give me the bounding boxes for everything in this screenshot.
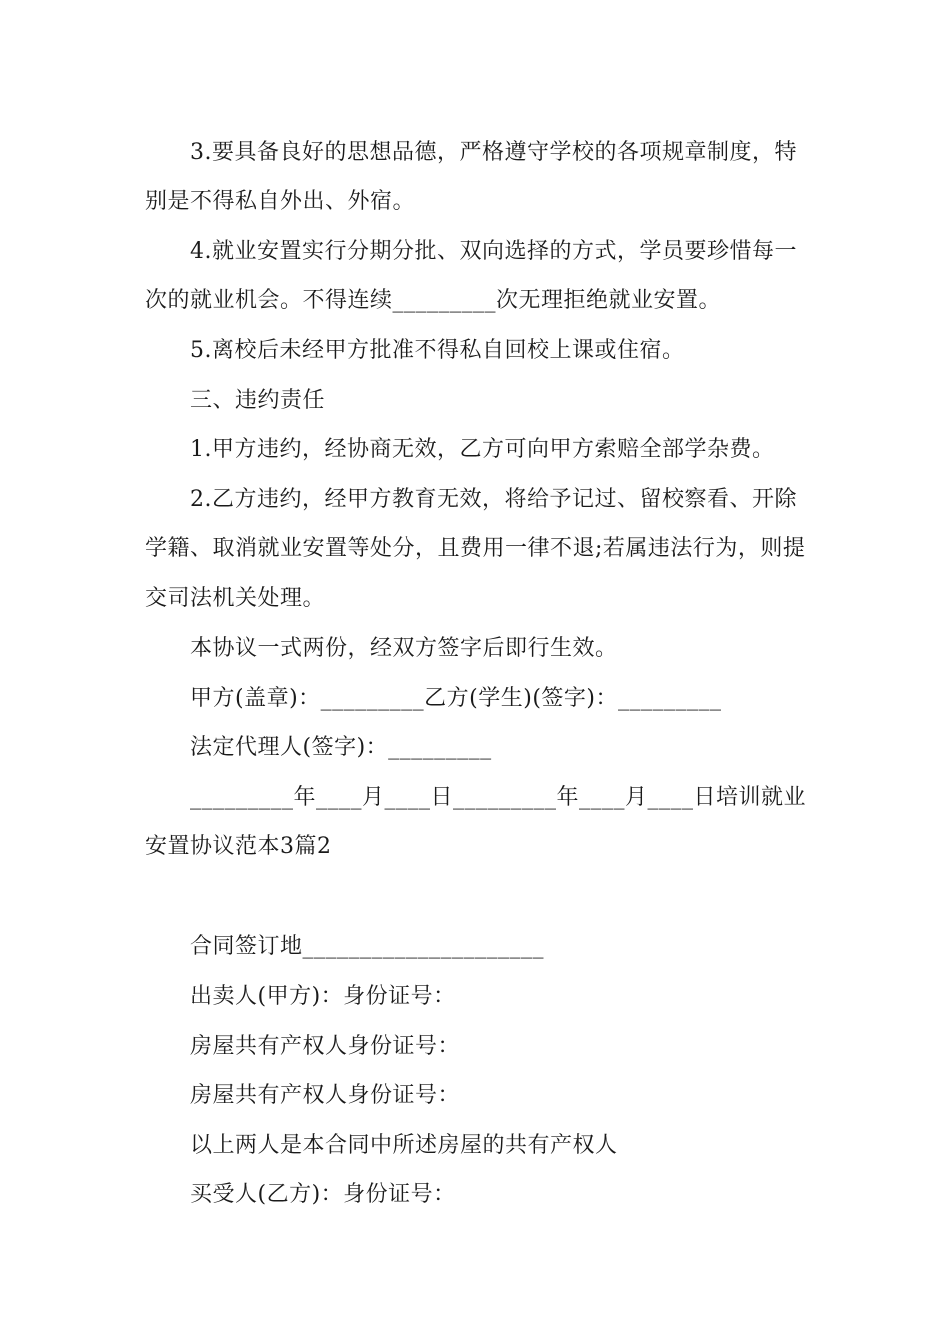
co-owner-statement: 以上两人是本合同中所述房屋的共有产权人 <box>190 1133 618 1158</box>
breach-clause-2-line-2: 学籍、取消就业安置等处分，且费用一律不退;若属违法行为，则提 <box>145 536 806 561</box>
co-owner-line-2: 房屋共有产权人身份证号： <box>190 1083 461 1108</box>
seller-line: 出卖人(甲方)：身份证号： <box>190 984 456 1009</box>
date-line: _________年____月____日_________年____月____日培训就业 <box>190 785 807 810</box>
document-title-continuation: 安置协议范本3篇2 <box>145 834 332 859</box>
signature-line-guardian: 法定代理人(签字)：_________ <box>190 735 492 760</box>
clause-3-line-2: 别是不得私自外出、外宿。 <box>145 189 416 214</box>
breach-clause-2-line-1: 2.乙方违约，经甲方教育无效，将给予记过、留校察看、开除 <box>190 487 797 512</box>
breach-clause-2-line-3: 交司法机关处理。 <box>145 586 326 611</box>
clause-5: 5.离校后未经甲方批准不得私自回校上课或住宿。 <box>190 338 685 363</box>
section-heading-breach: 三、违约责任 <box>190 388 326 413</box>
clause-4-line-2: 次的就业机会。不得连续_________次无理拒绝就业安置。 <box>145 288 722 313</box>
signature-line-parties: 甲方(盖章)：_________乙方(学生)(签字)：_________ <box>190 686 722 711</box>
effective-clause: 本协议一式两份，经双方签字后即行生效。 <box>190 636 618 661</box>
clause-4-line-1: 4.就业安置实行分期分批、双向选择的方式，学员要珍惜每一 <box>190 239 797 264</box>
buyer-line: 买受人(乙方)：身份证号： <box>190 1182 456 1207</box>
breach-clause-1: 1.甲方违约，经协商无效，乙方可向甲方索赔全部学杂费。 <box>190 437 775 462</box>
clause-3-line-1: 3.要具备良好的思想品德，严格遵守学校的各项规章制度，特 <box>190 140 797 165</box>
contract-signing-place: 合同签订地_____________________ <box>190 934 545 959</box>
co-owner-line-1: 房屋共有产权人身份证号： <box>190 1034 461 1059</box>
